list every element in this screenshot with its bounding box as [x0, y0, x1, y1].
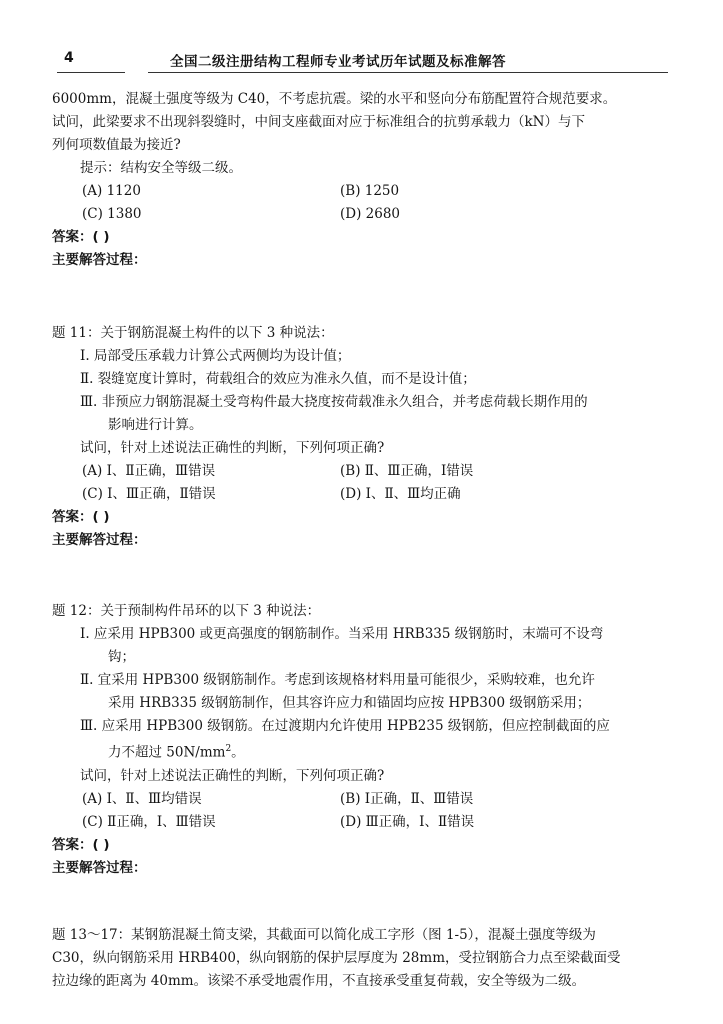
q12-title: 题 12：关于预制构件吊环的以下 3 种说法：: [52, 603, 321, 619]
q11-question: 试问，针对上述说法正确性的判断，下列何项正确?: [80, 440, 385, 456]
q13-line-2: C30，纵向钢筋采用 HRB400，纵向钢筋的保护层厚度为 28mm，受拉钢筋合力点至梁截面受: [52, 949, 621, 966]
q13-line-1: 题 13～17：某钢筋混凝土简支梁，其截面可以简化成工字形（图 1-5），混凝土强度等级为: [52, 926, 596, 943]
running-header-title: 全国二级注册结构工程师专业考试历年试题及标准解答: [170, 54, 506, 70]
q12-item-3-sup: 2: [225, 744, 232, 754]
question-12: [52, 600, 668, 880]
q10-option-a: (A) 1120: [82, 183, 141, 199]
question-13-17: [52, 924, 668, 993]
q12-option-d: (D) Ⅲ正确，Ⅰ、Ⅱ错误: [340, 813, 475, 830]
q11-option-b: (B) Ⅱ、Ⅲ正确，Ⅰ错误: [340, 463, 474, 479]
q11-option-d: (D) Ⅰ、Ⅱ、Ⅲ均正确: [340, 486, 461, 502]
q11-options-row-2: [52, 483, 668, 506]
q10-option-c: (C) 1380: [82, 206, 142, 222]
q12-item-2: Ⅱ. 宜采用 HPB300 级钢筋制作。考虑到该规格材料用量可能很少，采购较难，也允许: [80, 672, 595, 688]
q10-option-d: (D) 2680: [340, 206, 401, 222]
q10-line-2: 试问，此梁要求不出现斜裂缝时，中间支座截面对应于标准组合的抗剪承载力（kN）与下: [52, 114, 585, 130]
q11-item-3: Ⅲ. 非预应力钢筋混凝土受弯构件最大挠度按荷载准永久组合，并考虑荷载长期作用的: [80, 394, 588, 410]
q12-answer: 答案：( ): [52, 836, 110, 853]
question-11: [52, 322, 668, 552]
q12-option-c: (C) Ⅱ正确，Ⅰ、Ⅲ错误: [82, 813, 216, 830]
q12-option-b: (B) Ⅰ正确，Ⅱ、Ⅲ错误: [340, 790, 474, 807]
q11-title: 题 11：关于钢筋混凝土构件的以下 3 种说法：: [52, 325, 334, 341]
q11-item-1: Ⅰ. 局部受压承载力计算公式两侧均为设计值；: [80, 348, 351, 364]
q12-process: 主要解答过程：: [52, 859, 147, 876]
q12-item-3-cont-line: [52, 738, 668, 765]
header-rule-right: [148, 72, 668, 73]
q10-answer: 答案：( ): [52, 229, 110, 245]
q10-process: 主要解答过程：: [52, 252, 147, 268]
q10-line-1: 6000mm，混凝土强度等级为 C40，不考虑抗震。梁的水平和竖向分布筋配置符合规范要求。: [52, 91, 617, 107]
q12-options-row-2: [52, 811, 668, 834]
q12-item-3: Ⅲ. 应采用 HPB300 级钢筋。在过渡期内允许使用 HPB235 级钢筋，但应控制截面的应: [80, 718, 610, 734]
q13-line-3: 拉边缘的距离为 40mm。该梁不承受地震作用，不直接承受重复荷载，安全等级为二级。: [52, 972, 586, 989]
q11-item-3-cont: 影响进行计算。: [108, 417, 203, 433]
question-10: [52, 88, 668, 272]
q12-options-row-1: [52, 788, 668, 811]
q12-question: 试问，针对上述说法正确性的判断，下列何项正确?: [80, 767, 385, 784]
q12-item-2-cont: 采用 HRB335 级钢筋制作，但其容许应力和锚固均应按 HPB300 级钢筋采用；: [108, 695, 591, 711]
q11-option-c: (C) Ⅰ、Ⅲ正确，Ⅱ错误: [82, 486, 216, 502]
page-content: [52, 88, 668, 993]
page-number: 4: [64, 50, 74, 66]
q10-line-3: 列何项数值最为接近?: [52, 137, 181, 153]
q11-process: 主要解答过程：: [52, 532, 147, 548]
q11-options-row-1: [52, 460, 668, 483]
q10-options-row-2: [52, 203, 668, 226]
q12-item-1: Ⅰ. 应采用 HPB300 或更高强度的钢筋制作。当采用 HRB335 级钢筋时，末端可不设弯: [80, 626, 604, 642]
q10-hint: 提示：结构安全等级二级。: [80, 160, 242, 176]
q11-option-a: (A) Ⅰ、Ⅱ正确，Ⅲ错误: [82, 463, 216, 479]
q12-item-1-cont: 钩；: [108, 649, 135, 665]
q12-option-a: (A) Ⅰ、Ⅱ、Ⅲ均错误: [82, 790, 202, 807]
q10-option-b: (B) 1250: [340, 183, 400, 199]
q12-item-3-end: 。: [231, 744, 245, 761]
q11-answer: 答案：( ): [52, 509, 110, 525]
q12-item-3-cont: 力不超过 50N/mm: [108, 744, 226, 761]
q10-options-row-1: [52, 180, 668, 203]
header-rule-left: [57, 72, 125, 73]
q11-item-2: Ⅱ. 裂缝宽度计算时，荷载组合的效应为准永久值，而不是设计值；: [80, 371, 476, 387]
